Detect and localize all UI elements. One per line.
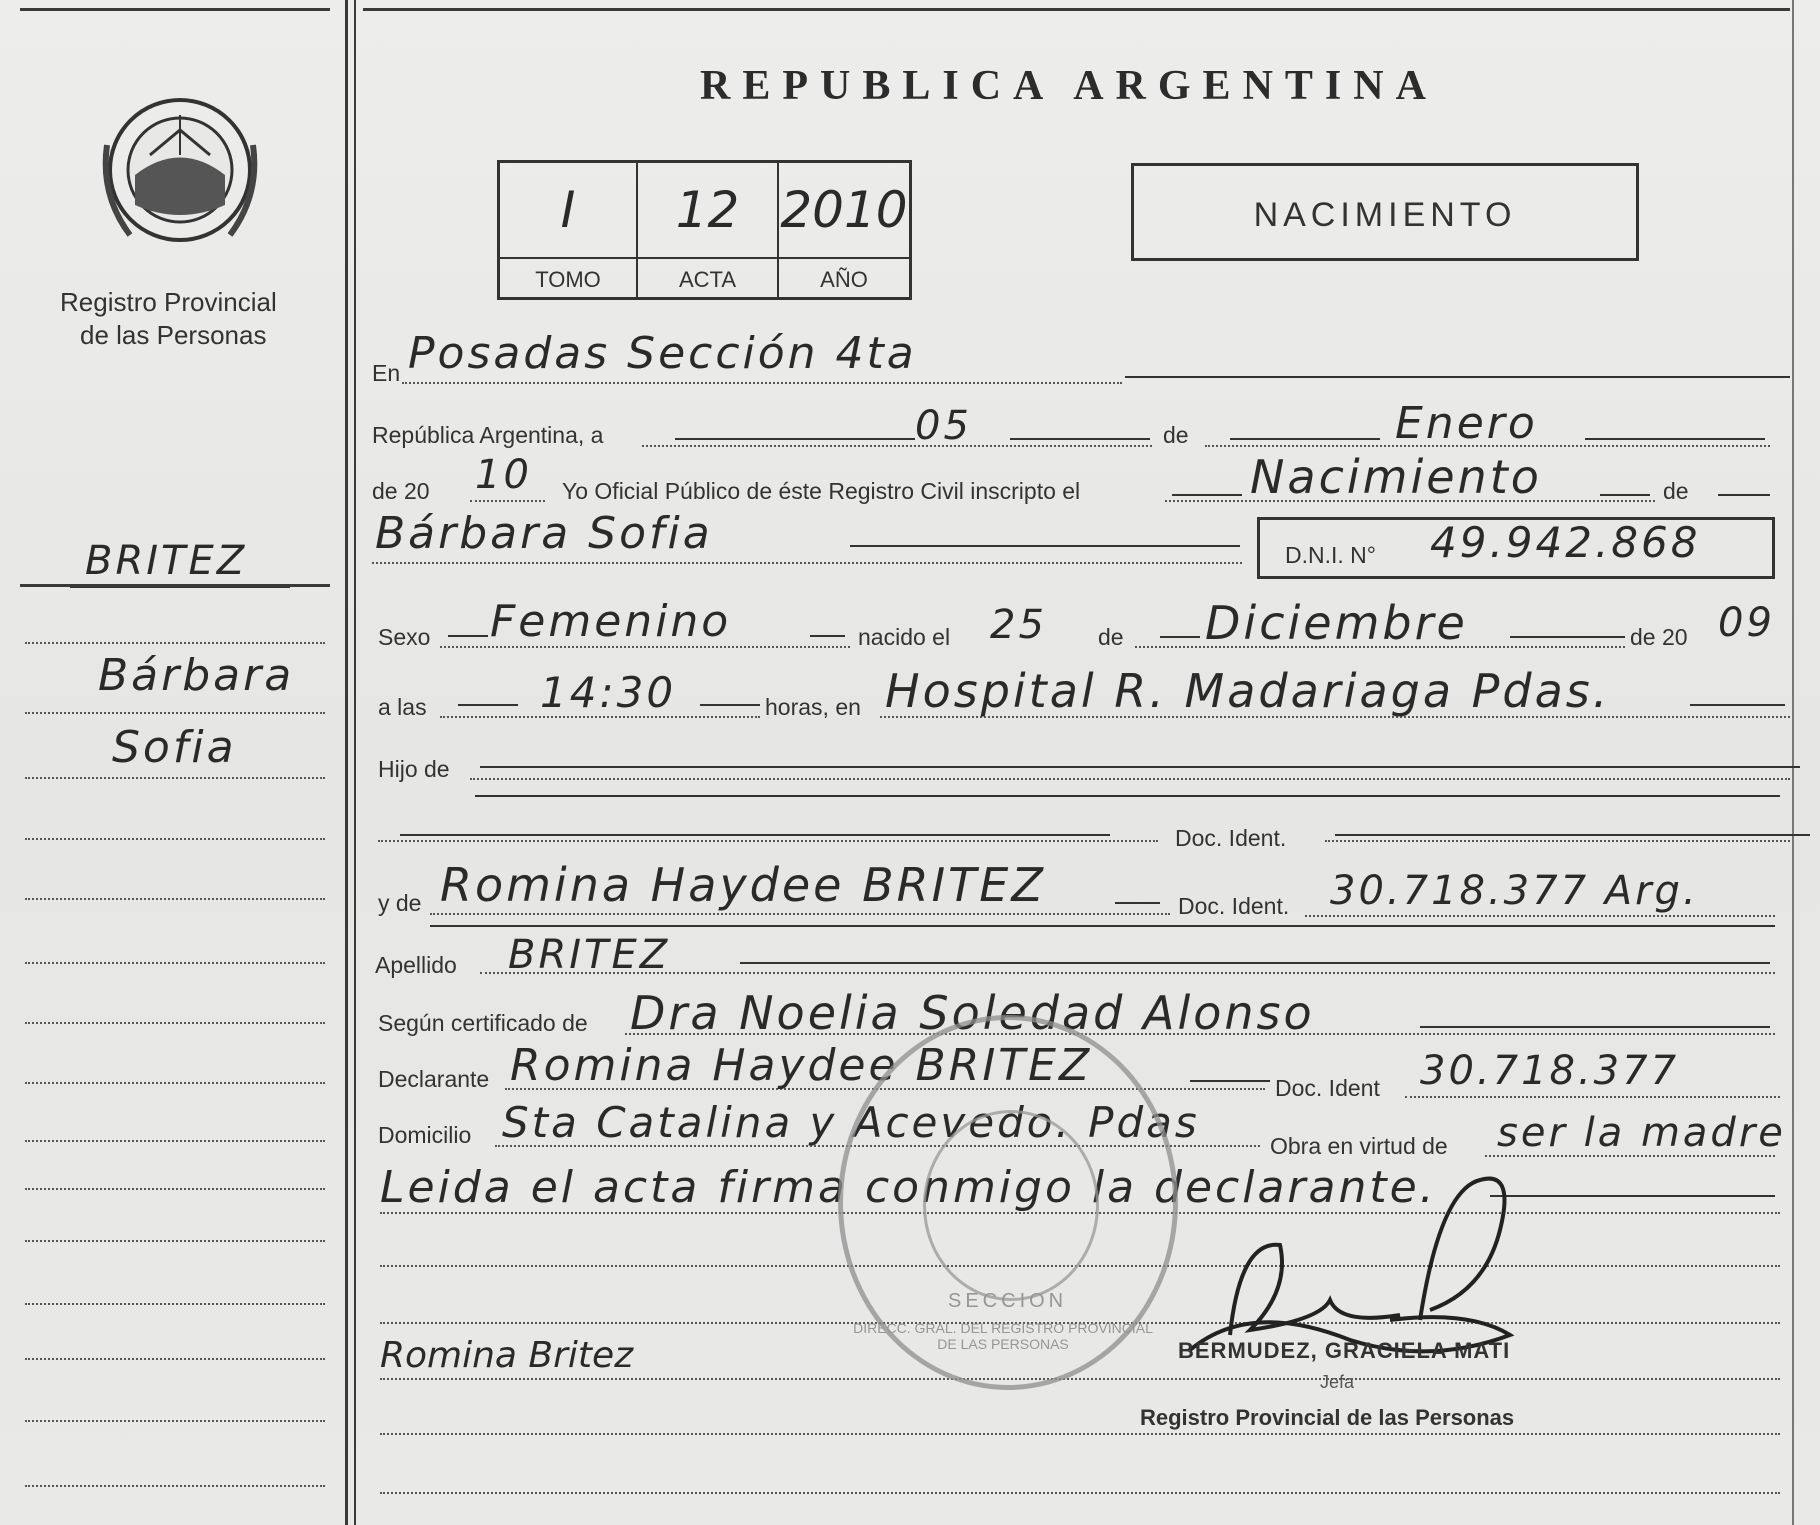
inscribed-rule-2 — [1600, 494, 1650, 496]
declarante-label: Declarante — [378, 1066, 490, 1092]
segun-label: Según certificado de — [378, 1010, 588, 1036]
mother-rule — [1115, 902, 1160, 904]
sidebar-line — [25, 898, 325, 900]
horas-label: horas, en — [765, 694, 861, 720]
hijo-rule — [480, 766, 1800, 768]
apellido-label: Apellido — [375, 952, 457, 978]
inscribed-value: Nacimiento — [1250, 450, 1542, 504]
blank-line — [380, 1492, 1780, 1494]
declarant-doc-line — [1405, 1096, 1780, 1098]
father-rule — [400, 834, 1110, 836]
month-value: Enero — [1395, 398, 1538, 449]
mother-doc-line — [1305, 915, 1775, 917]
sidebar-divider-left — [345, 0, 348, 1525]
child-name-line — [372, 562, 1242, 564]
official-role: Jefa — [1320, 1372, 1355, 1392]
nacido-label: nacido el — [858, 624, 951, 650]
time-value: 14:30 — [540, 668, 677, 717]
closing-rule — [1490, 1195, 1775, 1197]
registry-line-2: de las Personas — [80, 320, 267, 350]
official-name: BERMUDEZ, GRACIELA MATI — [1178, 1338, 1511, 1363]
sidebar-line — [25, 1240, 325, 1242]
obra-label: Obra en virtud de — [1270, 1133, 1448, 1159]
father-doc-line — [1325, 840, 1790, 842]
sidebar-line — [25, 1358, 325, 1360]
child-name-rule — [850, 545, 1240, 547]
sidebar-line — [25, 1022, 325, 1024]
dni-box — [1257, 517, 1775, 579]
grid-separator — [500, 257, 909, 259]
declarant-value: Romina Haydee BRITEZ — [510, 1040, 1093, 1091]
sidebar-surname: BRITEZ — [85, 538, 248, 584]
acta-value: 12 — [675, 181, 740, 239]
declarant-signature: Romina Britez — [380, 1335, 634, 1376]
de-20-label-2: de 20 — [1630, 624, 1688, 650]
reason-value: ser la madre — [1497, 1110, 1786, 1156]
apellido-value: BRITEZ — [508, 932, 671, 978]
de-20-label: de 20 — [372, 478, 430, 504]
dni-label: D.N.I. N° — [1285, 542, 1376, 568]
birth-month: Diciembre — [1205, 596, 1468, 650]
misiones-seal-icon — [95, 85, 265, 260]
official-stamp — [838, 1015, 1178, 1390]
closing-text: Leida el acta firma conmigo la declarante. — [380, 1162, 1437, 1213]
birth-place: Hospital R. Madariaga Pdas. — [885, 664, 1611, 718]
certificate-by: Dra Noelia Soledad Alonso — [630, 986, 1315, 1040]
sidebar-second-name: Sofia — [112, 722, 237, 773]
address-value: Sta Catalina y Acevedo. Pdas — [502, 1098, 1200, 1147]
apellido-line — [480, 972, 1775, 974]
stamp-text: DIRECC. GRAL. DEL REGISTRO PROVINCIAL DE LAS PERSONAS — [853, 1320, 1153, 1352]
tomo-label: TOMO — [535, 267, 601, 292]
sidebar-divider-right — [354, 0, 356, 1525]
declarant-doc: 30.718.377 — [1420, 1048, 1680, 1094]
acta-cell — [638, 163, 779, 297]
father-doc-rule — [1335, 834, 1810, 836]
tomo-value: I — [560, 181, 576, 239]
sidebar-first-name: Bárbara — [98, 650, 295, 701]
sidebar-rule — [20, 584, 330, 587]
mother-rule-2 — [430, 925, 1775, 927]
en-label: En — [372, 360, 401, 386]
anio-value: 2010 — [780, 181, 908, 239]
day-rule — [675, 438, 915, 440]
top-rule-right — [363, 8, 1790, 11]
top-rule-left — [20, 8, 330, 11]
en-line — [402, 382, 1122, 384]
blank-line — [380, 1378, 1780, 1380]
tomo-cell — [500, 163, 638, 297]
hijo-rule-2 — [475, 795, 1780, 797]
sidebar-line — [25, 1188, 325, 1190]
anio-cell — [779, 163, 909, 297]
stamp-sub: SECCION — [948, 1290, 1068, 1312]
registry-footer: Registro Provincial de las Personas — [1140, 1405, 1515, 1430]
sidebar-line — [25, 962, 325, 964]
anio-label: AÑO — [820, 267, 868, 292]
mother-doc: 30.718.377 Arg. — [1330, 868, 1699, 914]
certificate-rule — [1420, 1026, 1770, 1028]
republica-label: República Argentina, a — [372, 422, 604, 448]
place-value: Posadas Sección 4ta — [408, 328, 917, 379]
doc-ident-label-3: Doc. Ident — [1275, 1075, 1380, 1101]
father-line — [378, 840, 1158, 842]
birth-year-suffix: 09 — [1718, 600, 1775, 646]
sidebar-line — [25, 642, 325, 644]
mother-name: Romina Haydee BRITEZ — [440, 858, 1046, 912]
a-las-label: a las — [378, 694, 427, 720]
inscribed-rule — [1172, 494, 1242, 496]
birth-month-rule — [1160, 636, 1200, 638]
de-label-3: de — [1098, 624, 1124, 650]
year-line — [470, 500, 545, 502]
dni-value: 49.942.868 — [1430, 518, 1701, 567]
de-label-1: de — [1163, 422, 1189, 448]
sidebar-line — [25, 1082, 325, 1084]
month-rule-2 — [1585, 438, 1765, 440]
sexo-label: Sexo — [378, 624, 431, 650]
y-de-label: y de — [378, 890, 422, 916]
hijo-line — [470, 778, 1790, 780]
sidebar-line — [25, 838, 325, 840]
time-rule-2 — [700, 704, 760, 706]
year-suffix: 10 — [475, 452, 532, 498]
sidebar-line — [25, 1420, 325, 1422]
sidebar-line — [25, 712, 325, 714]
record-number-grid — [497, 160, 912, 300]
time-rule — [458, 704, 518, 706]
sidebar-line — [25, 1140, 325, 1142]
day-rule-2 — [1010, 438, 1150, 440]
month-rule — [1230, 438, 1380, 440]
hijo-label: Hijo de — [378, 756, 450, 782]
mother-line — [430, 913, 1170, 915]
en-rule — [1125, 376, 1790, 378]
declarant-rule — [1190, 1080, 1270, 1082]
record-type: NACIMIENTO — [1253, 196, 1517, 234]
birth-place-rule — [1690, 704, 1785, 706]
child-name: Bárbara Sofia — [375, 508, 713, 559]
record-type-box — [1131, 163, 1639, 261]
de-label-2: de — [1663, 478, 1689, 504]
stamp-inner-ring — [923, 1110, 1099, 1301]
sidebar-line — [25, 1303, 325, 1305]
apellido-rule — [740, 962, 1770, 964]
birth-day: 25 — [990, 602, 1047, 648]
domicilio-label: Domicilio — [378, 1122, 472, 1148]
page-right-edge — [1792, 0, 1794, 1525]
sex-value: Femenino — [490, 596, 732, 647]
sidebar-line — [25, 1485, 325, 1487]
day-value: 05 — [915, 403, 972, 449]
blank-line — [380, 1433, 1780, 1435]
document-title: REPUBLICA ARGENTINA — [700, 63, 1438, 109]
doc-ident-label: Doc. Ident. — [1175, 825, 1287, 851]
sidebar-line — [25, 777, 325, 779]
birth-month-rule-2 — [1510, 636, 1625, 638]
acta-label: ACTA — [678, 267, 737, 292]
day-line — [642, 445, 1152, 447]
sex-rule-2 — [810, 635, 845, 637]
yo-oficial-label: Yo Oficial Público de éste Registro Civil inscripto el — [562, 478, 1081, 504]
registry-line-1: Registro Provincial — [60, 287, 277, 317]
doc-ident-label-2: Doc. Ident. — [1178, 893, 1290, 919]
sex-rule — [448, 635, 488, 637]
de-2-rule — [1718, 494, 1770, 496]
